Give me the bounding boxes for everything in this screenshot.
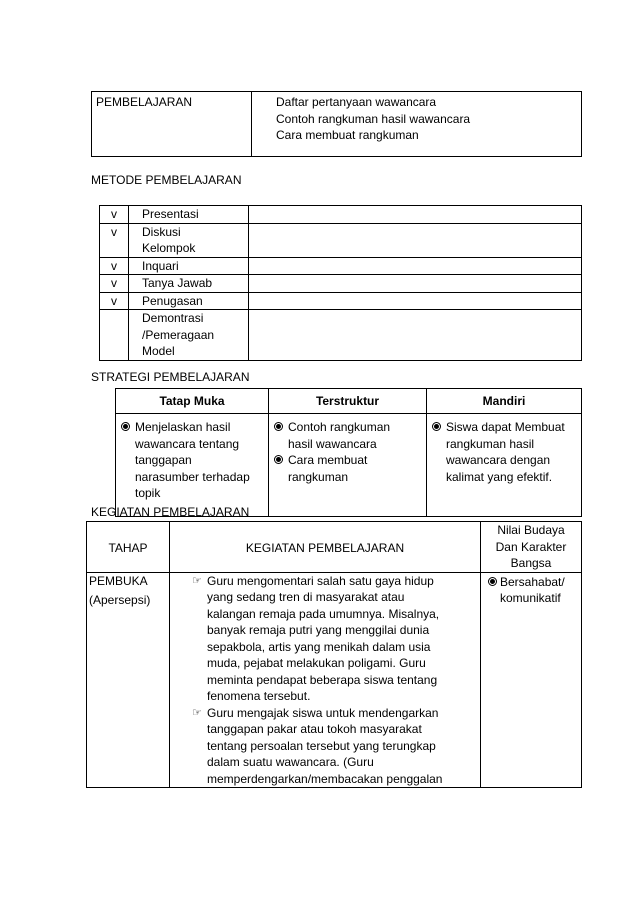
metode-row (100, 275, 582, 293)
top-table (91, 91, 582, 157)
top-table-line: Cara membuat rangkuman (276, 128, 419, 142)
metode-check (100, 310, 129, 361)
metode-check: v (100, 292, 129, 310)
strategi-terstruktur-cell (269, 414, 427, 517)
metode-label: Diskusi Kelompok (129, 223, 249, 257)
metode-empty (249, 275, 582, 293)
top-table-content-cell (252, 92, 582, 157)
metode-label: Penugasan (129, 292, 249, 310)
strategi-bullet: Menjelaskan hasil wawancara tentang tanggapan narasumber terhadap topik (120, 419, 266, 502)
metode-check: v (100, 257, 129, 275)
strategi-table (115, 388, 582, 517)
pointing-hand-icon: ☞ (192, 706, 202, 719)
metode-label: Tanya Jawab (129, 275, 249, 293)
kegiatan-header-row (87, 522, 582, 573)
strategi-tatap-muka-cell (116, 414, 269, 517)
kegiatan-heading: KEGIATAN PEMBELAJARAN (91, 505, 250, 519)
metode-empty (249, 292, 582, 310)
metode-row (100, 206, 582, 224)
kegiatan-header-kegiatan: KEGIATAN PEMBELAJARAN (170, 522, 481, 573)
kegiatan-header-tahap: TAHAP (87, 522, 170, 573)
top-table-line: Contoh rangkuman hasil wawancara (276, 111, 471, 126)
kegiatan-table (86, 521, 582, 788)
kegiatan-row (87, 572, 582, 788)
kegiatan-item: ☞ Guru mengomentari salah satu gaya hidup yang sedang tren di masyarakat atau kalangan remaja pada umumnya. Misalnya, banyak remaja putri yang menggilai dunia sepakbola, artis yang menikah dalam usia muda, pejabat melakukan poligami. Guru meminta pendapat beberapa siswa tentang fenomena tersebut. (192, 573, 440, 703)
top-table-label: PEMBELAJARAN (96, 95, 193, 109)
strategi-bullet: Cara membuat rangkuman (273, 452, 424, 485)
metode-label: Inquari (129, 257, 249, 275)
kegiatan-item: ☞ Guru mengajak siswa untuk mendengarkan tanggapan pakar atau tokoh masyarakat tentang persoalan tersebut yang terungkap dalam suatu wawancara. (Guru memperdengarkan/membacakan penggalan (192, 705, 443, 786)
strategi-header: Terstruktur (269, 389, 427, 414)
metode-label: Presentasi (129, 206, 249, 224)
pointing-hand-icon: ☞ (192, 574, 202, 587)
strategi-heading: STRATEGI PEMBELAJARAN (91, 370, 250, 384)
kegiatan-header-nilai: Nilai Budaya Dan Karakter Bangsa (481, 522, 582, 573)
strategi-bullet: Contoh rangkuman hasil wawancara (273, 419, 424, 452)
metode-label: Demontrasi /Pemeragaan Model (129, 310, 249, 361)
strategi-header: Mandiri (427, 389, 582, 414)
strategi-content-row (116, 414, 582, 517)
kegiatan-tahap-cell: PEMBUKA (Apersepsi) (87, 572, 170, 788)
metode-row (100, 257, 582, 275)
metode-empty (249, 310, 582, 361)
metode-table (99, 205, 582, 361)
kegiatan-content-cell (170, 572, 481, 788)
kegiatan-nilai-bullet: Bersahabat/ komunikatif (487, 574, 581, 607)
metode-row (100, 292, 582, 310)
top-table-label-cell (92, 92, 252, 157)
metode-check: v (100, 206, 129, 224)
metode-empty (249, 257, 582, 275)
strategi-mandiri-cell (427, 414, 582, 517)
metode-row (100, 223, 582, 257)
strategi-header: Tatap Muka (116, 389, 269, 414)
metode-empty (249, 206, 582, 224)
metode-empty (249, 223, 582, 257)
metode-check: v (100, 275, 129, 293)
strategi-bullet: Siswa dapat Membuat rangkuman hasil wawancara dengan kalimat yang efektif. (431, 419, 579, 485)
metode-check: v (100, 223, 129, 257)
metode-row (100, 310, 582, 361)
kegiatan-nilai-cell (481, 572, 582, 788)
strategi-header-row (116, 389, 582, 414)
metode-heading: METODE PEMBELAJARAN (91, 173, 242, 187)
top-table-line: Daftar pertanyaan wawancara (276, 95, 437, 109)
